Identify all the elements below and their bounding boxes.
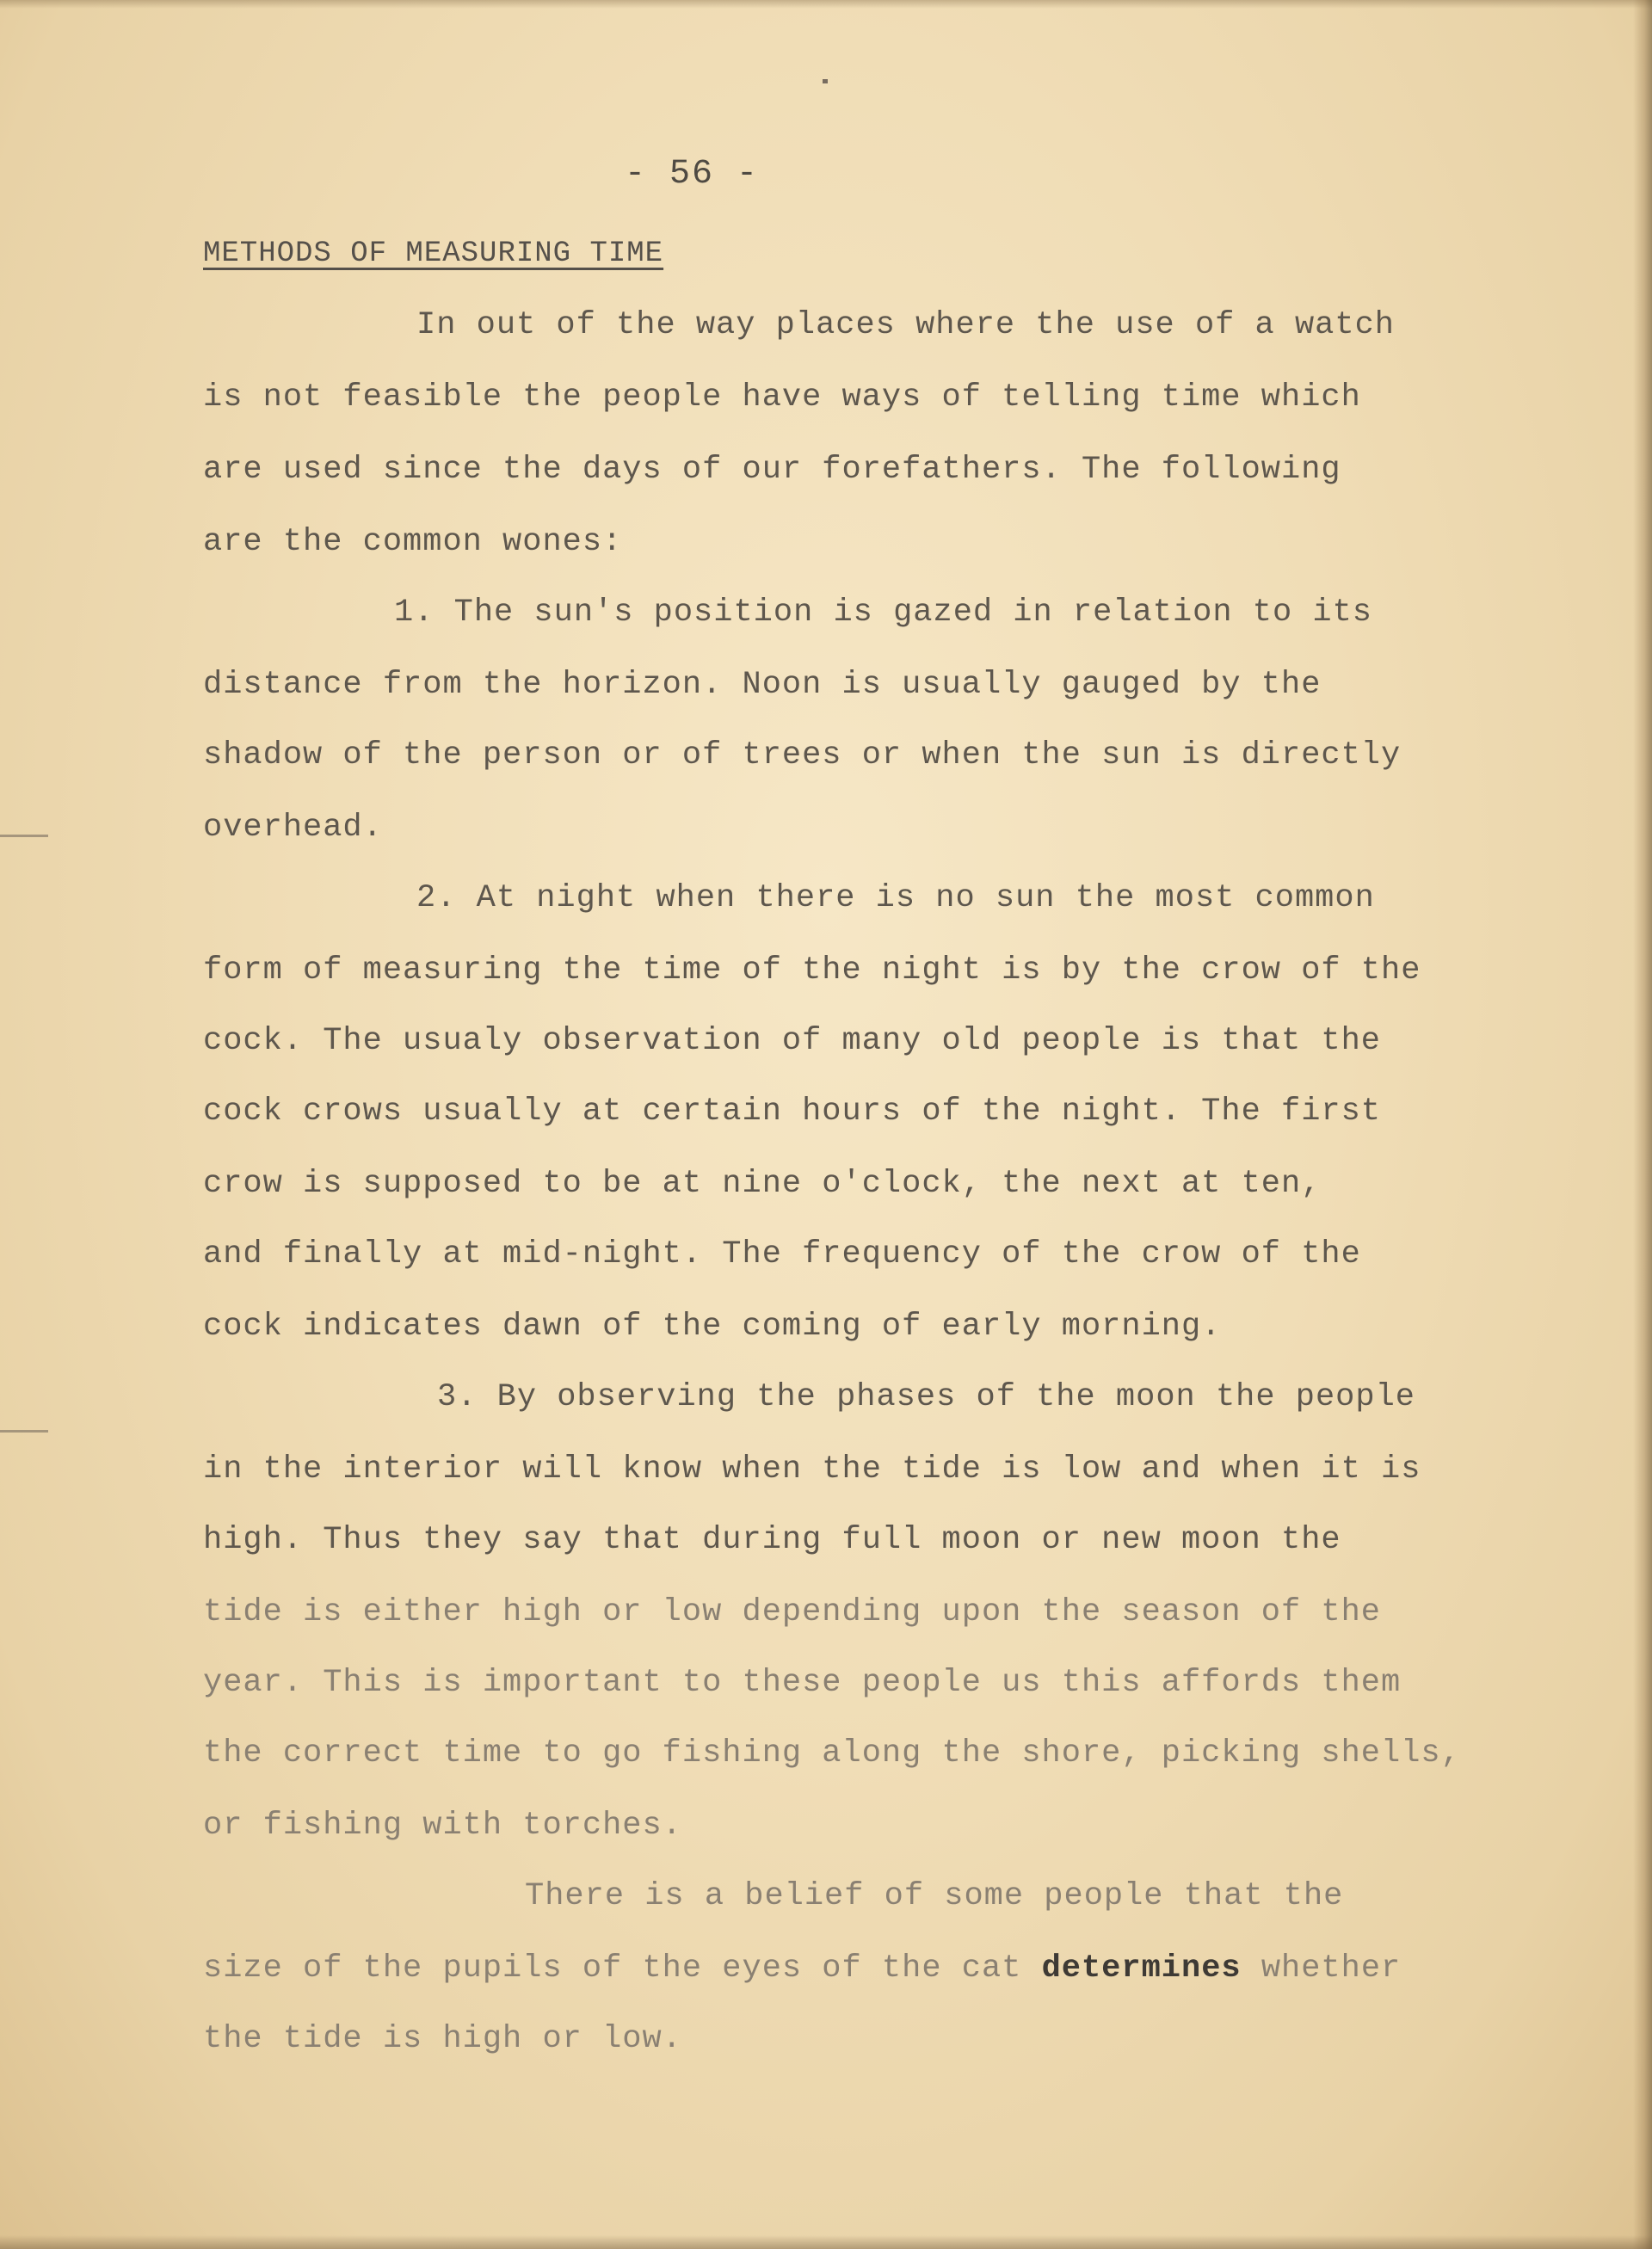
text-line: is not feasible the people have ways of telling time which (203, 379, 1361, 416)
text-line: cock indicates dawn of the coming of early morning. (203, 1309, 1222, 1345)
text-line: 3. By observing the phases of the moon the people (437, 1379, 1415, 1415)
text-line: are the common wones: (203, 524, 623, 560)
text-line: year. This is important to these people us this affords them (203, 1665, 1402, 1701)
text-line: the tide is high or low. (203, 2021, 682, 2057)
page-bottom-edge (0, 2235, 1652, 2249)
text-line: and finally at mid-night. The frequency of the crow of the (203, 1236, 1361, 1272)
text-line: 2. At night when there is no sun the most common (416, 880, 1375, 916)
page-fold-edge (1633, 0, 1652, 2249)
text-line: In out of the way places where the use of a watch (416, 307, 1395, 343)
paper-speck (823, 79, 828, 83)
text-line: in the interior will know when the tide is low and when it is (203, 1451, 1421, 1488)
margin-mark (0, 1430, 48, 1433)
text-line: high. Thus they say that during full moon or new moon the (203, 1522, 1341, 1558)
margin-mark (0, 835, 48, 837)
text-line: 1. The sun's position is gazed in relation to its (394, 595, 1372, 631)
text-line: the correct time to go fishing along the shore, picking shells, (203, 1735, 1461, 1771)
text-line (203, 1948, 1401, 1989)
text-fragment: whether (1241, 1950, 1402, 1987)
text-fragment: size of the pupils of the eyes of the cat (203, 1950, 1042, 1987)
text-line: There is a belief of some people that the (525, 1878, 1344, 1914)
text-line: overhead. (203, 810, 383, 846)
text-line: form of measuring the time of the night is by the crow of the (203, 952, 1421, 989)
page-number: - 56 - (625, 155, 760, 194)
text-line: cock. The usualy observation of many old people is that the (203, 1023, 1382, 1059)
text-line: cock crows usually at certain hours of the night. The first (203, 1094, 1382, 1130)
text-line: crow is supposed to be at nine o'clock, the next at ten, (203, 1166, 1322, 1202)
text-line: or fishing with torches. (203, 1808, 682, 1844)
text-line: tide is either high or low depending upon the season of the (203, 1594, 1382, 1630)
page-top-edge (0, 0, 1652, 9)
emphasized-word: determines (1041, 1950, 1242, 1987)
text-line: are used since the days of our forefathers. The following (203, 452, 1341, 488)
section-heading: METHODS OF MEASURING TIME (203, 237, 664, 270)
text-line: shadow of the person or of trees or when the sun is directly (203, 737, 1402, 773)
text-line: distance from the horizon. Noon is usually gauged by the (203, 667, 1322, 703)
